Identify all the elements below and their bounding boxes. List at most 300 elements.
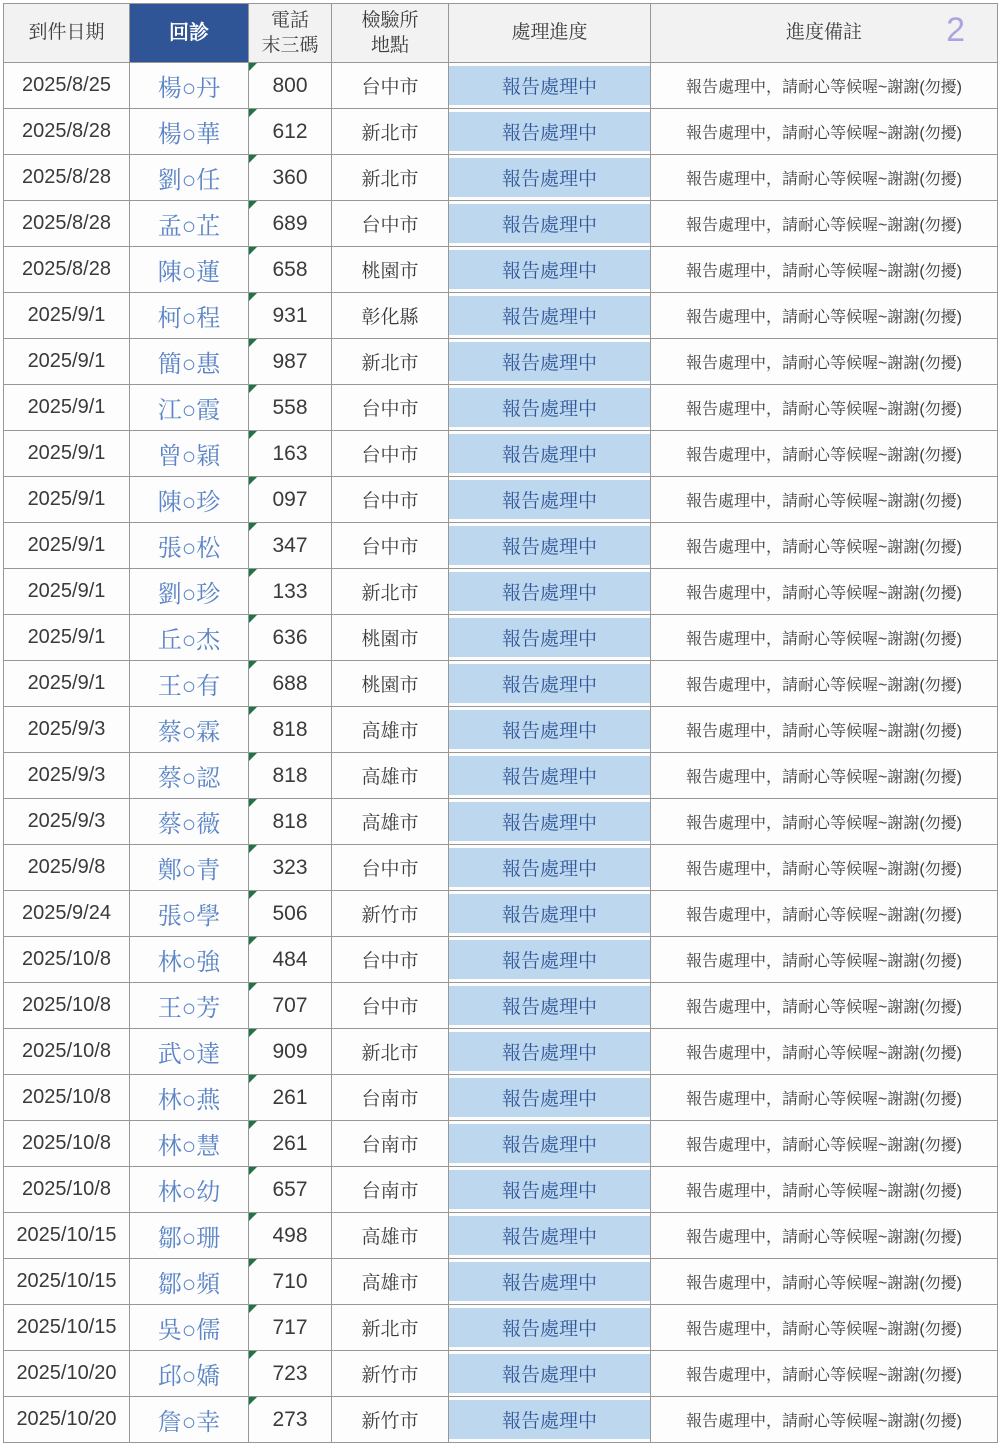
phone-last3-cell bbox=[249, 477, 332, 523]
lab-location-cell: 台中市 bbox=[332, 63, 449, 109]
phone-last3-value: 498 bbox=[272, 1223, 308, 1247]
phone-last3-value: 717 bbox=[272, 1315, 308, 1339]
header-lab-location-line2: 地點 bbox=[370, 35, 409, 56]
phone-last3-value: 323 bbox=[272, 855, 308, 879]
arrival-date-cell: 2025/10/15 bbox=[4, 1213, 130, 1259]
progress-cell bbox=[449, 1167, 651, 1213]
progress-note-cell: 報告處理中，請耐心等候喔~謝謝(勿擾) bbox=[651, 753, 998, 799]
phone-last3-value: 689 bbox=[272, 211, 308, 235]
arrival-date-cell: 2025/10/15 bbox=[4, 1259, 130, 1305]
progress-cell bbox=[449, 569, 651, 615]
header-phone-last3 bbox=[249, 4, 332, 63]
table-row bbox=[4, 937, 998, 983]
header-return-visit-label: 回診 bbox=[169, 21, 209, 44]
status-badge: 報告處理中 bbox=[449, 848, 650, 887]
table-row bbox=[4, 385, 998, 431]
phone-last3-value: 097 bbox=[272, 487, 308, 511]
status-badge: 報告處理中 bbox=[449, 1216, 650, 1255]
phone-last3-cell bbox=[249, 983, 332, 1029]
arrival-date-cell: 2025/8/28 bbox=[4, 109, 130, 155]
progress-note-cell: 報告處理中，請耐心等候喔~謝謝(勿擾) bbox=[651, 1213, 998, 1259]
patient-name-cell: 曾○穎 bbox=[130, 431, 249, 477]
arrival-date-cell: 2025/9/8 bbox=[4, 845, 130, 891]
phone-last3-value: 261 bbox=[272, 1131, 308, 1155]
table-row bbox=[4, 1167, 998, 1213]
table-row bbox=[4, 1397, 998, 1443]
arrival-date-cell: 2025/10/20 bbox=[4, 1397, 130, 1443]
lab-location-cell: 台中市 bbox=[332, 523, 449, 569]
phone-last3-cell bbox=[249, 1167, 332, 1213]
progress-note-cell: 報告處理中，請耐心等候喔~謝謝(勿擾) bbox=[651, 799, 998, 845]
status-badge: 報告處理中 bbox=[449, 1124, 650, 1163]
phone-last3-value: 636 bbox=[272, 625, 308, 649]
progress-cell bbox=[449, 799, 651, 845]
progress-cell bbox=[449, 155, 651, 201]
header-progress-note bbox=[651, 4, 998, 63]
patient-name-cell: 陳○蓮 bbox=[130, 247, 249, 293]
number-as-text-triangle-icon bbox=[249, 201, 257, 209]
patient-name-cell: 蔡○霖 bbox=[130, 707, 249, 753]
phone-last3-value: 612 bbox=[272, 119, 308, 143]
phone-last3-cell bbox=[249, 385, 332, 431]
number-as-text-triangle-icon bbox=[249, 799, 257, 807]
lab-location-cell: 桃園市 bbox=[332, 247, 449, 293]
arrival-date-cell: 2025/9/1 bbox=[4, 615, 130, 661]
phone-last3-cell bbox=[249, 523, 332, 569]
patient-name-cell: 武○達 bbox=[130, 1029, 249, 1075]
progress-note-cell: 報告處理中，請耐心等候喔~謝謝(勿擾) bbox=[651, 891, 998, 937]
progress-cell bbox=[449, 523, 651, 569]
phone-last3-cell bbox=[249, 753, 332, 799]
lab-location-cell: 新北市 bbox=[332, 1029, 449, 1075]
phone-last3-cell bbox=[249, 891, 332, 937]
arrival-date-cell: 2025/9/24 bbox=[4, 891, 130, 937]
progress-note-cell: 報告處理中，請耐心等候喔~謝謝(勿擾) bbox=[651, 155, 998, 201]
patient-name-cell: 丘○杰 bbox=[130, 615, 249, 661]
lab-location-cell: 台南市 bbox=[332, 1121, 449, 1167]
status-badge: 報告處理中 bbox=[449, 250, 650, 289]
number-as-text-triangle-icon bbox=[249, 1029, 257, 1037]
phone-last3-cell bbox=[249, 937, 332, 983]
header-phone-last3-line2: 末三碼 bbox=[261, 35, 319, 56]
phone-last3-cell bbox=[249, 799, 332, 845]
arrival-date-cell: 2025/10/8 bbox=[4, 1167, 130, 1213]
phone-last3-value: 723 bbox=[272, 1361, 308, 1385]
progress-note-cell: 報告處理中，請耐心等候喔~謝謝(勿擾) bbox=[651, 201, 998, 247]
arrival-date-cell: 2025/9/1 bbox=[4, 339, 130, 385]
table-row bbox=[4, 569, 998, 615]
table-row bbox=[4, 1075, 998, 1121]
patient-name-cell: 鄭○青 bbox=[130, 845, 249, 891]
arrival-date-cell: 2025/9/3 bbox=[4, 707, 130, 753]
progress-cell bbox=[449, 1397, 651, 1443]
lab-location-cell: 新北市 bbox=[332, 339, 449, 385]
progress-note-cell: 報告處理中，請耐心等候喔~謝謝(勿擾) bbox=[651, 339, 998, 385]
status-badge: 報告處理中 bbox=[449, 66, 650, 105]
table-row bbox=[4, 339, 998, 385]
phone-last3-value: 987 bbox=[272, 349, 308, 373]
lab-location-cell: 台中市 bbox=[332, 431, 449, 477]
arrival-date-cell: 2025/9/1 bbox=[4, 569, 130, 615]
arrival-date-cell: 2025/9/3 bbox=[4, 799, 130, 845]
number-as-text-triangle-icon bbox=[249, 155, 257, 163]
lab-location-cell: 台南市 bbox=[332, 1167, 449, 1213]
progress-cell bbox=[449, 293, 651, 339]
phone-last3-value: 800 bbox=[272, 73, 308, 97]
patient-name-cell: 張○松 bbox=[130, 523, 249, 569]
number-as-text-triangle-icon bbox=[249, 569, 257, 577]
arrival-date-cell: 2025/9/1 bbox=[4, 385, 130, 431]
number-as-text-triangle-icon bbox=[249, 1213, 257, 1221]
phone-last3-value: 273 bbox=[272, 1407, 308, 1431]
arrival-date-cell: 2025/9/1 bbox=[4, 661, 130, 707]
phone-last3-cell bbox=[249, 155, 332, 201]
lab-location-cell: 彰化縣 bbox=[332, 293, 449, 339]
progress-note-cell: 報告處理中，請耐心等候喔~謝謝(勿擾) bbox=[651, 983, 998, 1029]
patient-name-cell: 楊○華 bbox=[130, 109, 249, 155]
phone-last3-value: 558 bbox=[272, 395, 308, 419]
phone-last3-cell bbox=[249, 293, 332, 339]
patient-name-cell: 林○慧 bbox=[130, 1121, 249, 1167]
phone-last3-value: 688 bbox=[272, 671, 308, 695]
status-badge: 報告處理中 bbox=[449, 664, 650, 703]
table-row bbox=[4, 1259, 998, 1305]
arrival-date-cell: 2025/10/8 bbox=[4, 1121, 130, 1167]
number-as-text-triangle-icon bbox=[249, 845, 257, 853]
number-as-text-triangle-icon bbox=[249, 661, 257, 669]
status-badge: 報告處理中 bbox=[449, 434, 650, 473]
table-row bbox=[4, 293, 998, 339]
number-as-text-triangle-icon bbox=[249, 1259, 257, 1267]
progress-cell bbox=[449, 1305, 651, 1351]
phone-last3-cell bbox=[249, 431, 332, 477]
status-badge: 報告處理中 bbox=[449, 1032, 650, 1071]
progress-cell bbox=[449, 983, 651, 1029]
arrival-date-cell: 2025/10/8 bbox=[4, 1075, 130, 1121]
phone-last3-cell bbox=[249, 707, 332, 753]
progress-cell bbox=[449, 477, 651, 523]
status-badge: 報告處理中 bbox=[449, 1170, 650, 1209]
progress-cell bbox=[449, 661, 651, 707]
table-row bbox=[4, 845, 998, 891]
phone-last3-value: 360 bbox=[272, 165, 308, 189]
status-badge: 報告處理中 bbox=[449, 342, 650, 381]
progress-note-cell: 報告處理中，請耐心等候喔~謝謝(勿擾) bbox=[651, 431, 998, 477]
progress-note-cell: 報告處理中，請耐心等候喔~謝謝(勿擾) bbox=[651, 615, 998, 661]
status-badge: 報告處理中 bbox=[449, 112, 650, 151]
header-row bbox=[4, 4, 998, 63]
number-as-text-triangle-icon bbox=[249, 477, 257, 485]
phone-last3-cell bbox=[249, 109, 332, 155]
header-progress-note-label: 進度備註 bbox=[785, 22, 862, 44]
patient-name-cell: 陳○珍 bbox=[130, 477, 249, 523]
number-as-text-triangle-icon bbox=[249, 523, 257, 531]
progress-note-cell: 報告處理中，請耐心等候喔~謝謝(勿擾) bbox=[651, 477, 998, 523]
phone-last3-cell bbox=[249, 615, 332, 661]
status-badge: 報告處理中 bbox=[449, 710, 650, 749]
phone-last3-cell bbox=[249, 247, 332, 293]
lab-location-cell: 桃園市 bbox=[332, 615, 449, 661]
table-row bbox=[4, 109, 998, 155]
status-badge: 報告處理中 bbox=[449, 1400, 650, 1439]
number-as-text-triangle-icon bbox=[249, 1305, 257, 1313]
progress-cell bbox=[449, 63, 651, 109]
arrival-date-cell: 2025/10/20 bbox=[4, 1351, 130, 1397]
progress-cell bbox=[449, 1351, 651, 1397]
phone-last3-value: 658 bbox=[272, 257, 308, 281]
table-row bbox=[4, 661, 998, 707]
table-row bbox=[4, 63, 998, 109]
status-badge: 報告處理中 bbox=[449, 1262, 650, 1301]
phone-last3-cell bbox=[249, 845, 332, 891]
progress-cell bbox=[449, 1213, 651, 1259]
status-badge: 報告處理中 bbox=[449, 1308, 650, 1347]
status-badge: 報告處理中 bbox=[449, 204, 650, 243]
arrival-date-cell: 2025/8/28 bbox=[4, 155, 130, 201]
phone-last3-cell bbox=[249, 1029, 332, 1075]
table-row bbox=[4, 983, 998, 1029]
progress-cell bbox=[449, 891, 651, 937]
phone-last3-cell bbox=[249, 1397, 332, 1443]
patient-name-cell: 張○學 bbox=[130, 891, 249, 937]
phone-last3-cell bbox=[249, 1075, 332, 1121]
table-row bbox=[4, 477, 998, 523]
progress-cell bbox=[449, 615, 651, 661]
lab-location-cell: 新北市 bbox=[332, 109, 449, 155]
status-badge: 報告處理中 bbox=[449, 572, 650, 611]
progress-note-cell: 報告處理中，請耐心等候喔~謝謝(勿擾) bbox=[651, 385, 998, 431]
progress-cell bbox=[449, 431, 651, 477]
phone-last3-cell bbox=[249, 63, 332, 109]
phone-last3-cell bbox=[249, 1259, 332, 1305]
phone-last3-value: 707 bbox=[272, 993, 308, 1017]
number-as-text-triangle-icon bbox=[249, 385, 257, 393]
patient-name-cell: 王○芳 bbox=[130, 983, 249, 1029]
arrival-date-cell: 2025/8/28 bbox=[4, 201, 130, 247]
phone-last3-value: 506 bbox=[272, 901, 308, 925]
status-badge: 報告處理中 bbox=[449, 296, 650, 335]
status-badge: 報告處理中 bbox=[449, 1078, 650, 1117]
phone-last3-value: 818 bbox=[272, 763, 308, 787]
arrival-date-cell: 2025/10/8 bbox=[4, 1029, 130, 1075]
phone-last3-value: 909 bbox=[272, 1039, 308, 1063]
table-row bbox=[4, 1029, 998, 1075]
status-badge: 報告處理中 bbox=[449, 1354, 650, 1393]
status-badge: 報告處理中 bbox=[449, 802, 650, 841]
arrival-date-cell: 2025/10/8 bbox=[4, 937, 130, 983]
number-as-text-triangle-icon bbox=[249, 983, 257, 991]
progress-cell bbox=[449, 247, 651, 293]
lab-location-cell: 高雄市 bbox=[332, 799, 449, 845]
progress-cell bbox=[449, 1259, 651, 1305]
header-lab-location-line1: 檢驗所 bbox=[361, 9, 419, 31]
table-row bbox=[4, 247, 998, 293]
progress-cell bbox=[449, 385, 651, 431]
phone-last3-cell bbox=[249, 1213, 332, 1259]
progress-note-cell: 報告處理中，請耐心等候喔~謝謝(勿擾) bbox=[651, 937, 998, 983]
lab-location-cell: 台中市 bbox=[332, 477, 449, 523]
progress-note-cell: 報告處理中，請耐心等候喔~謝謝(勿擾) bbox=[651, 1029, 998, 1075]
page-number: 2 bbox=[946, 11, 965, 49]
number-as-text-triangle-icon bbox=[249, 1121, 257, 1129]
progress-note-cell: 報告處理中，請耐心等候喔~謝謝(勿擾) bbox=[651, 1259, 998, 1305]
progress-note-cell: 報告處理中，請耐心等候喔~謝謝(勿擾) bbox=[651, 247, 998, 293]
phone-last3-cell bbox=[249, 1121, 332, 1167]
number-as-text-triangle-icon bbox=[249, 431, 257, 439]
lab-location-cell: 台中市 bbox=[332, 385, 449, 431]
table-body bbox=[4, 63, 998, 1443]
phone-last3-value: 484 bbox=[272, 947, 308, 971]
patient-name-cell: 林○幼 bbox=[130, 1167, 249, 1213]
lab-location-cell: 台中市 bbox=[332, 845, 449, 891]
number-as-text-triangle-icon bbox=[249, 339, 257, 347]
progress-cell bbox=[449, 937, 651, 983]
number-as-text-triangle-icon bbox=[249, 1075, 257, 1083]
patient-name-cell: 簡○惠 bbox=[130, 339, 249, 385]
phone-last3-value: 818 bbox=[272, 717, 308, 741]
arrival-date-cell: 2025/10/8 bbox=[4, 983, 130, 1029]
arrival-date-cell: 2025/9/1 bbox=[4, 431, 130, 477]
phone-last3-value: 133 bbox=[272, 579, 308, 603]
number-as-text-triangle-icon bbox=[249, 891, 257, 899]
phone-last3-value: 818 bbox=[272, 809, 308, 833]
table-row bbox=[4, 707, 998, 753]
progress-cell bbox=[449, 339, 651, 385]
progress-note-cell: 報告處理中，請耐心等候喔~謝謝(勿擾) bbox=[651, 661, 998, 707]
lab-location-cell: 高雄市 bbox=[332, 753, 449, 799]
lab-location-cell: 新北市 bbox=[332, 155, 449, 201]
phone-last3-cell bbox=[249, 201, 332, 247]
number-as-text-triangle-icon bbox=[249, 63, 257, 71]
lab-location-cell: 新竹市 bbox=[332, 1397, 449, 1443]
number-as-text-triangle-icon bbox=[249, 615, 257, 623]
number-as-text-triangle-icon bbox=[249, 1397, 257, 1405]
phone-last3-value: 347 bbox=[272, 533, 308, 557]
header-arrival-date bbox=[4, 4, 130, 63]
progress-cell bbox=[449, 707, 651, 753]
patient-name-cell: 王○有 bbox=[130, 661, 249, 707]
number-as-text-triangle-icon bbox=[249, 1167, 257, 1175]
progress-note-cell: 報告處理中，請耐心等候喔~謝謝(勿擾) bbox=[651, 109, 998, 155]
status-badge: 報告處理中 bbox=[449, 480, 650, 519]
number-as-text-triangle-icon bbox=[249, 293, 257, 301]
patient-name-cell: 劉○珍 bbox=[130, 569, 249, 615]
progress-cell bbox=[449, 109, 651, 155]
patient-name-cell: 柯○程 bbox=[130, 293, 249, 339]
table-row bbox=[4, 615, 998, 661]
header-return-visit bbox=[130, 4, 249, 63]
number-as-text-triangle-icon bbox=[249, 937, 257, 945]
progress-cell bbox=[449, 1121, 651, 1167]
progress-note-cell: 報告處理中，請耐心等候喔~謝謝(勿擾) bbox=[651, 845, 998, 891]
patient-name-cell: 詹○幸 bbox=[130, 1397, 249, 1443]
patient-name-cell: 鄒○頻 bbox=[130, 1259, 249, 1305]
patient-name-cell: 劉○任 bbox=[130, 155, 249, 201]
lab-location-cell: 高雄市 bbox=[332, 1259, 449, 1305]
lab-location-cell: 台南市 bbox=[332, 1075, 449, 1121]
patient-name-cell: 江○霞 bbox=[130, 385, 249, 431]
progress-note-cell: 報告處理中，請耐心等候喔~謝謝(勿擾) bbox=[651, 1121, 998, 1167]
lab-location-cell: 台中市 bbox=[332, 983, 449, 1029]
arrival-date-cell: 2025/10/15 bbox=[4, 1305, 130, 1351]
number-as-text-triangle-icon bbox=[249, 753, 257, 761]
header-progress-label: 處理進度 bbox=[511, 22, 588, 44]
header-progress bbox=[449, 4, 651, 63]
lab-location-cell: 新北市 bbox=[332, 1305, 449, 1351]
table-row bbox=[4, 1121, 998, 1167]
progress-note-cell: 報告處理中，請耐心等候喔~謝謝(勿擾) bbox=[651, 293, 998, 339]
table-row bbox=[4, 753, 998, 799]
arrival-date-cell: 2025/9/1 bbox=[4, 293, 130, 339]
progress-cell bbox=[449, 845, 651, 891]
progress-note-cell: 報告處理中，請耐心等候喔~謝謝(勿擾) bbox=[651, 523, 998, 569]
arrival-date-cell: 2025/9/1 bbox=[4, 523, 130, 569]
table-row bbox=[4, 431, 998, 477]
table-row bbox=[4, 1305, 998, 1351]
table-row bbox=[4, 1351, 998, 1397]
number-as-text-triangle-icon bbox=[249, 109, 257, 117]
number-as-text-triangle-icon bbox=[249, 707, 257, 715]
table-row bbox=[4, 201, 998, 247]
patient-name-cell: 楊○丹 bbox=[130, 63, 249, 109]
table-row bbox=[4, 155, 998, 201]
status-badge: 報告處理中 bbox=[449, 526, 650, 565]
progress-note-cell: 報告處理中，請耐心等候喔~謝謝(勿擾) bbox=[651, 707, 998, 753]
patient-name-cell: 蔡○薇 bbox=[130, 799, 249, 845]
header-arrival-date-label: 到件日期 bbox=[28, 22, 105, 44]
phone-last3-value: 163 bbox=[272, 441, 308, 465]
progress-report-table bbox=[3, 3, 998, 1443]
status-badge: 報告處理中 bbox=[449, 940, 650, 979]
patient-name-cell: 孟○芷 bbox=[130, 201, 249, 247]
number-as-text-triangle-icon bbox=[249, 247, 257, 255]
progress-note-cell: 報告處理中，請耐心等候喔~謝謝(勿擾) bbox=[651, 1075, 998, 1121]
patient-name-cell: 鄒○珊 bbox=[130, 1213, 249, 1259]
lab-location-cell: 台中市 bbox=[332, 201, 449, 247]
patient-name-cell: 邱○嬌 bbox=[130, 1351, 249, 1397]
phone-last3-cell bbox=[249, 569, 332, 615]
table-row bbox=[4, 1213, 998, 1259]
arrival-date-cell: 2025/9/1 bbox=[4, 477, 130, 523]
phone-last3-value: 931 bbox=[272, 303, 308, 327]
lab-location-cell: 高雄市 bbox=[332, 707, 449, 753]
phone-last3-cell bbox=[249, 1351, 332, 1397]
table-row bbox=[4, 523, 998, 569]
lab-location-cell: 桃園市 bbox=[332, 661, 449, 707]
phone-last3-value: 261 bbox=[272, 1085, 308, 1109]
header-phone-last3-line1: 電話 bbox=[270, 9, 309, 31]
table-row bbox=[4, 799, 998, 845]
status-badge: 報告處理中 bbox=[449, 986, 650, 1025]
progress-note-cell: 報告處理中，請耐心等候喔~謝謝(勿擾) bbox=[651, 1305, 998, 1351]
phone-last3-cell bbox=[249, 661, 332, 707]
progress-note-cell: 報告處理中，請耐心等候喔~謝謝(勿擾) bbox=[651, 1167, 998, 1213]
arrival-date-cell: 2025/8/25 bbox=[4, 63, 130, 109]
status-badge: 報告處理中 bbox=[449, 894, 650, 933]
lab-location-cell: 新竹市 bbox=[332, 891, 449, 937]
progress-note-cell: 報告處理中，請耐心等候喔~謝謝(勿擾) bbox=[651, 569, 998, 615]
progress-note-cell: 報告處理中，請耐心等候喔~謝謝(勿擾) bbox=[651, 1351, 998, 1397]
table-row bbox=[4, 891, 998, 937]
patient-name-cell: 吳○儒 bbox=[130, 1305, 249, 1351]
header-lab-location bbox=[332, 4, 449, 63]
patient-name-cell: 蔡○認 bbox=[130, 753, 249, 799]
lab-location-cell: 高雄市 bbox=[332, 1213, 449, 1259]
status-badge: 報告處理中 bbox=[449, 756, 650, 795]
phone-last3-cell bbox=[249, 1305, 332, 1351]
progress-cell bbox=[449, 201, 651, 247]
progress-cell bbox=[449, 1075, 651, 1121]
